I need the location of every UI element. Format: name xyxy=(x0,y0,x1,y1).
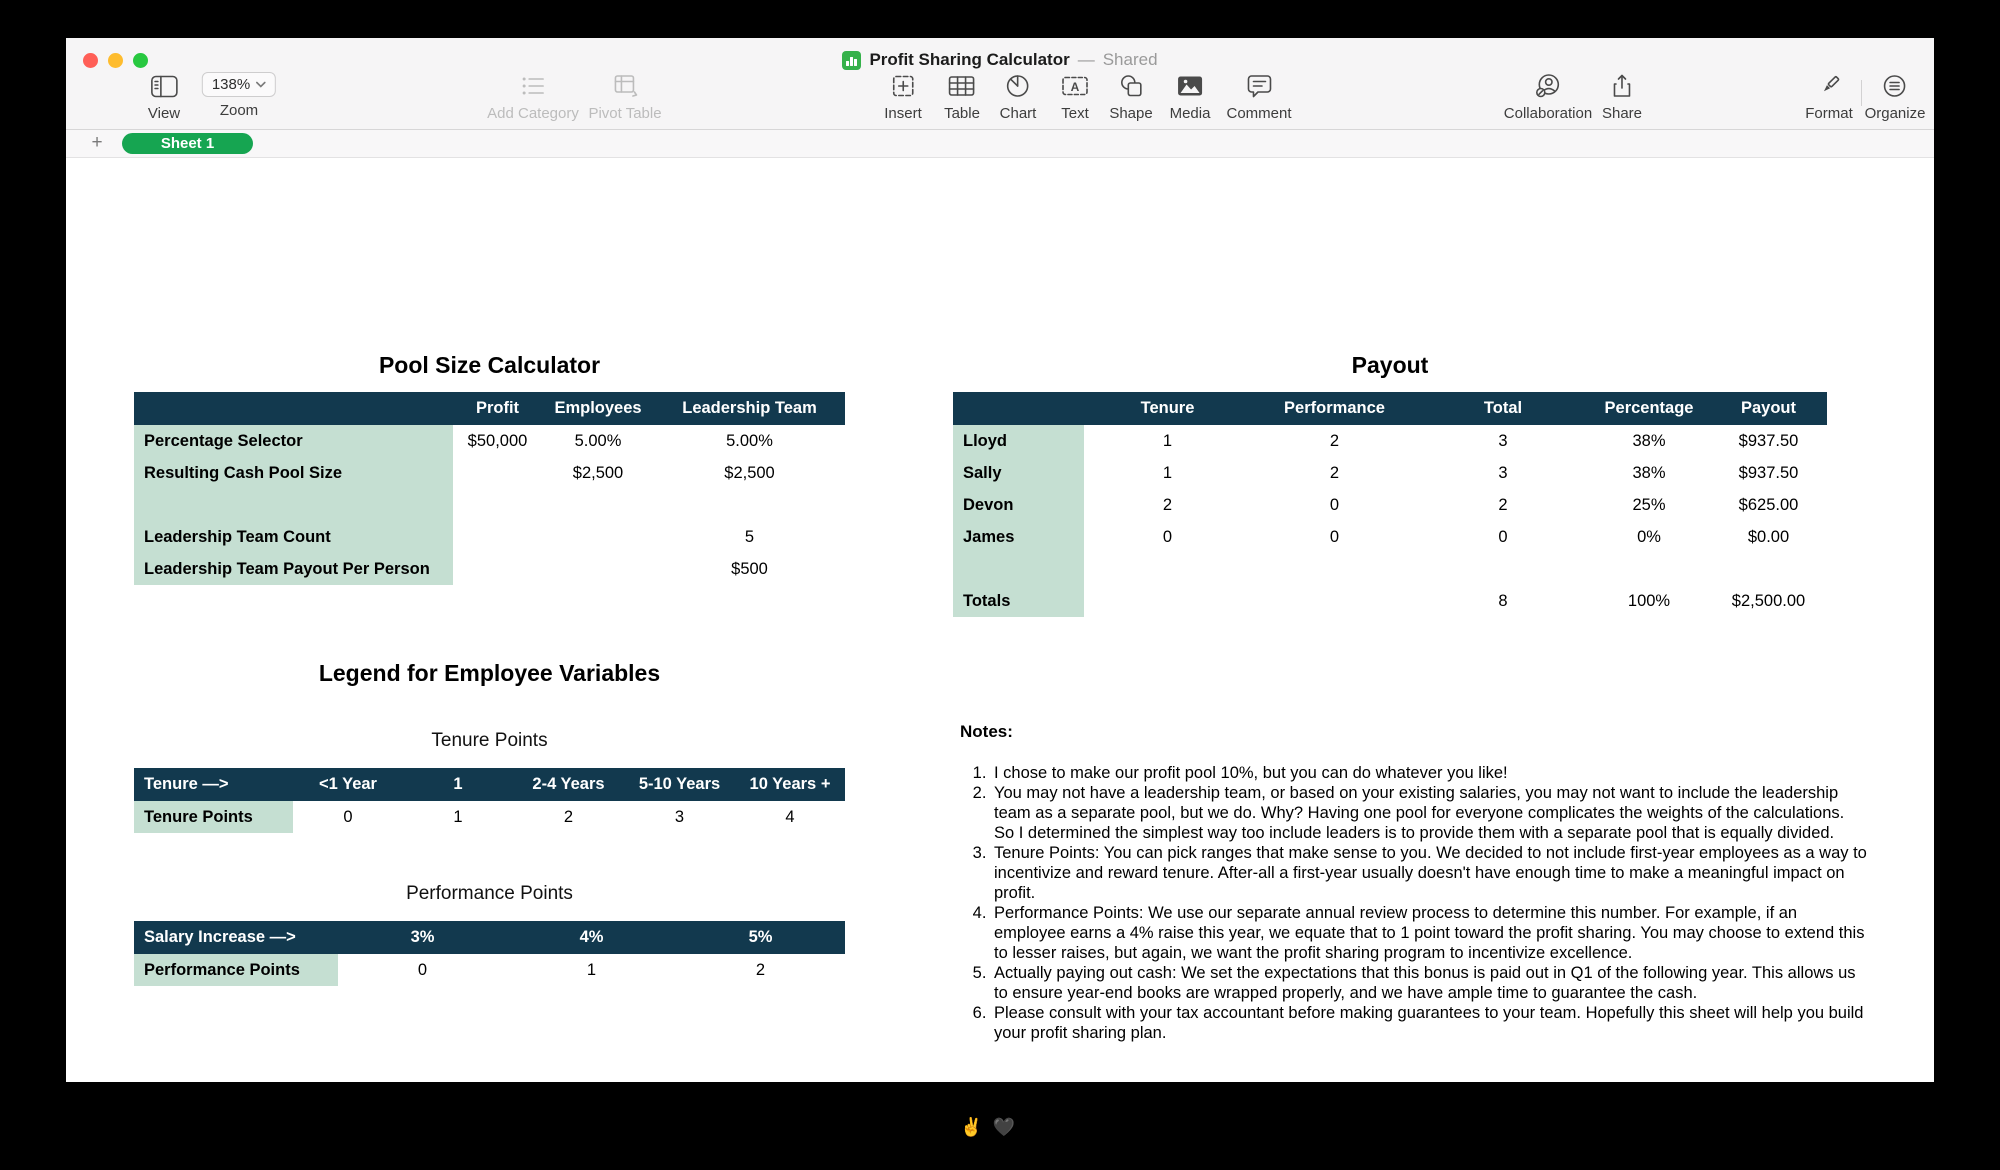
footer-message: Feel free to ping me with any questions, comments, or improvements! xyxy=(960,1092,1469,1110)
value-cell[interactable]: 3 xyxy=(674,807,685,826)
paintbrush-icon xyxy=(1816,72,1842,100)
zoom-control[interactable] xyxy=(202,72,276,119)
chevron-down-icon xyxy=(256,81,266,88)
row-label-cell[interactable]: Resulting Cash Pool Size xyxy=(134,457,453,489)
column-header-cell[interactable]: 10 Years + xyxy=(735,768,845,801)
value-cell[interactable] xyxy=(1418,553,1588,585)
row-label-cell[interactable]: James xyxy=(953,521,1084,553)
value-cell[interactable] xyxy=(1251,553,1418,585)
notes-footer xyxy=(960,1091,1469,1162)
numbers-doc-icon xyxy=(842,51,861,70)
value-cell[interactable] xyxy=(453,521,542,553)
value-cell[interactable]: 0 xyxy=(1329,527,1340,546)
value-cell[interactable]: 0 xyxy=(1498,527,1508,546)
column-header-cell[interactable]: Salary Increase —> xyxy=(134,921,338,954)
note-item: 5. Actually paying out cash: We set the expectations that this bonus is paid out in Q1 of the following year. This allows us to ensure year-end books are wrapped properly, and we have ample time to guarantee the cash. xyxy=(991,963,1868,1003)
notes-heading: Notes: xyxy=(960,722,1013,741)
shape-label: Shape xyxy=(1109,105,1153,122)
value-cell[interactable]: $0.00 xyxy=(1747,527,1790,546)
row-label-cell[interactable]: Tenure Points xyxy=(134,801,293,833)
performance-points-subtitle: Performance Points xyxy=(406,883,573,904)
value-cell[interactable]: 0% xyxy=(1637,527,1661,546)
row-label-cell[interactable]: Totals xyxy=(953,585,1084,617)
row-label-cell[interactable] xyxy=(953,553,1084,585)
column-header-cell[interactable]: Percentage xyxy=(1588,392,1710,425)
chart-button[interactable] xyxy=(1000,72,1037,122)
column-header-cell[interactable]: Leadership Team xyxy=(654,392,845,425)
toolbar xyxy=(66,38,1934,130)
value-cell[interactable]: 0 xyxy=(417,960,428,979)
shape-button[interactable] xyxy=(1109,72,1152,122)
row-label-cell[interactable]: Leadership Team Count xyxy=(134,521,453,553)
comment-label: Comment xyxy=(1226,105,1292,122)
value-cell[interactable]: $2,500 xyxy=(724,463,775,482)
view-button[interactable] xyxy=(148,72,180,122)
add-category-label: Add Category xyxy=(487,105,579,122)
text-label: Text xyxy=(1061,105,1089,122)
column-header-cell[interactable]: Tenure xyxy=(1084,392,1251,425)
value-cell[interactable]: 1 xyxy=(586,960,597,979)
value-cell[interactable]: 4 xyxy=(785,807,795,826)
tenure-points-table xyxy=(134,768,845,833)
contact-email: me@lucasacosta.com xyxy=(960,1142,1123,1160)
column-header-cell[interactable]: 2-4 Years xyxy=(513,768,624,801)
value-cell[interactable]: 1 xyxy=(453,807,463,826)
column-header-cell[interactable]: 5% xyxy=(676,921,845,954)
column-header-cell[interactable]: Tenure —> xyxy=(134,768,293,801)
format-label: Format xyxy=(1805,105,1853,122)
column-header-cell[interactable]: Payout xyxy=(1710,392,1827,425)
zoom-value: 138% xyxy=(211,76,251,93)
insert-label: Insert xyxy=(884,105,922,122)
chart-label: Chart xyxy=(999,105,1037,122)
value-cell[interactable]: 1 xyxy=(1162,431,1173,450)
title-separator: — xyxy=(1077,50,1095,69)
value-cell[interactable]: 25% xyxy=(1632,495,1666,514)
payout-table xyxy=(953,392,1827,617)
text-button[interactable] xyxy=(1061,72,1089,122)
value-cell[interactable] xyxy=(1084,585,1251,617)
shapes-icon xyxy=(1118,72,1144,100)
value-cell[interactable]: $50,000 xyxy=(467,431,528,450)
row-label-cell[interactable]: Sally xyxy=(953,457,1084,489)
image-icon xyxy=(1176,72,1203,100)
list-icon xyxy=(520,72,546,100)
note-item: 4. Performance Points: We use our separate annual review process to determine this number. For example, if an employee earns a 4% raise this year, we equate that to 1 point toward the profit sharing. You may choose to extend this to lesser raises, but again, we want the profit sharing program to incentivize excellence. xyxy=(991,903,1868,963)
value-cell[interactable]: $500 xyxy=(731,559,768,578)
value-cell[interactable] xyxy=(453,457,542,489)
row-label-cell[interactable]: Devon xyxy=(953,489,1084,521)
value-cell[interactable]: 0 xyxy=(1329,495,1340,514)
column-header-cell[interactable]: Total xyxy=(1418,392,1588,425)
note-item: 1. I chose to make our profit pool 10%, but you can do whatever you like! xyxy=(991,763,1868,783)
row-label-cell[interactable] xyxy=(134,489,453,521)
add-sheet-button[interactable]: + xyxy=(91,132,103,153)
window-title-row xyxy=(66,50,1934,70)
numbers-window xyxy=(66,38,1934,1160)
pool-size-table xyxy=(134,392,845,585)
share-button[interactable] xyxy=(1602,72,1642,122)
view-label: View xyxy=(147,105,181,122)
media-button[interactable] xyxy=(1170,72,1211,122)
person-icon xyxy=(1534,72,1562,100)
value-cell[interactable]: 2 xyxy=(1162,495,1173,514)
column-header-cell[interactable]: 4% xyxy=(507,921,676,954)
value-cell[interactable]: $625.00 xyxy=(1738,495,1799,514)
peace-heart-emoji: ✌️+🖤 xyxy=(960,1117,1016,1137)
column-header-cell[interactable]: 5-10 Years xyxy=(624,768,735,801)
column-header-cell[interactable]: 1 xyxy=(403,768,513,801)
value-cell[interactable] xyxy=(453,553,542,585)
column-header-cell[interactable] xyxy=(134,392,453,425)
table-button[interactable] xyxy=(944,72,980,122)
zoom-label: Zoom xyxy=(219,102,259,119)
organize-icon xyxy=(1882,72,1908,100)
share-label: Share xyxy=(1601,105,1643,122)
value-cell[interactable]: 5.00% xyxy=(574,431,622,450)
table-label: Table xyxy=(944,105,980,122)
value-cell[interactable]: 0 xyxy=(343,807,353,826)
sheet-tab-bar xyxy=(66,130,1934,158)
value-cell[interactable]: 38% xyxy=(1632,431,1666,450)
zoom-dropdown[interactable] xyxy=(202,72,276,97)
collaboration-button[interactable] xyxy=(1504,72,1592,122)
value-cell[interactable]: 2 xyxy=(755,960,766,979)
value-cell[interactable]: 1 xyxy=(1162,463,1173,482)
value-cell[interactable]: 0 xyxy=(1162,527,1173,546)
toolbar-divider xyxy=(1861,80,1862,106)
value-cell[interactable] xyxy=(542,553,654,585)
value-cell[interactable]: $937.50 xyxy=(1738,463,1799,482)
organize-label: Organize xyxy=(1864,105,1926,122)
svg-text:A: A xyxy=(1070,80,1080,94)
text-box-icon xyxy=(1061,72,1089,100)
column-header-cell[interactable]: 3% xyxy=(338,921,507,954)
plus-square-icon xyxy=(890,72,916,100)
insert-button[interactable] xyxy=(884,72,922,122)
column-header-cell[interactable]: Profit xyxy=(453,392,542,425)
value-cell[interactable]: 5 xyxy=(744,527,755,546)
notes-text-box xyxy=(960,722,1868,1043)
pivot-table-button xyxy=(588,72,661,122)
column-header-cell[interactable]: Employees xyxy=(542,392,654,425)
value-cell[interactable]: 3 xyxy=(1498,463,1508,482)
sheet-tab-sheet1[interactable]: Sheet 1 xyxy=(122,133,253,154)
tenure-points-subtitle: Tenure Points xyxy=(431,730,548,751)
row-label-cell[interactable]: Lloyd xyxy=(953,425,1084,457)
value-cell[interactable] xyxy=(1251,585,1418,617)
value-cell[interactable]: 2 xyxy=(1498,495,1508,514)
row-label-cell[interactable]: Percentage Selector xyxy=(134,425,453,457)
payout-table-title: Payout xyxy=(1351,352,1429,378)
value-cell[interactable] xyxy=(654,489,845,521)
value-cell[interactable]: 100% xyxy=(1627,591,1671,610)
value-cell[interactable] xyxy=(453,489,542,521)
note-item: 2. You may not have a leadership team, or based on your existing salaries, you may not want to include the leadership team as a separate pool, but we do. Why? Having one pool for everyone complicates the weights of the calculations. So I determined the simplest way too include leaders is to provide them with a separate pool that is equally divided. xyxy=(991,783,1868,843)
collaboration-label: Collaboration xyxy=(1503,105,1593,122)
value-cell[interactable]: 2 xyxy=(1329,463,1340,482)
add-category-button xyxy=(487,72,579,122)
value-cell[interactable]: 5.00% xyxy=(726,431,773,450)
value-cell[interactable]: 2 xyxy=(1329,431,1340,450)
shared-status: Shared xyxy=(1102,50,1158,69)
value-cell[interactable]: 2 xyxy=(563,807,574,826)
value-cell[interactable]: 3 xyxy=(1498,431,1508,450)
pivot-table-label: Pivot Table xyxy=(588,105,662,122)
speech-bubble-icon xyxy=(1246,72,1272,100)
column-header-cell[interactable] xyxy=(953,392,1084,425)
share-icon xyxy=(1609,72,1635,100)
pool-table-title: Pool Size Calculator xyxy=(378,352,601,378)
note-item: 6. Please consult with your tax accountant before making guarantees to your team. Hopefully this sheet will help you build your profit sharing plan. xyxy=(991,1003,1868,1043)
pie-chart-icon xyxy=(1005,72,1031,100)
value-cell[interactable] xyxy=(1084,553,1251,585)
value-cell[interactable] xyxy=(1588,553,1710,585)
value-cell[interactable]: 8 xyxy=(1498,591,1508,610)
grid-icon xyxy=(948,72,975,100)
legend-title: Legend for Employee Variables xyxy=(318,660,661,686)
value-cell[interactable]: $937.50 xyxy=(1738,431,1799,450)
spreadsheet-canvas xyxy=(66,158,1934,1160)
pivot-grid-icon xyxy=(612,72,638,100)
note-item: 3. Tenure Points: You can pick ranges that make sense to you. We decided to not include first-year employees as a way to incentivize and reward tenure. After-all a first-year usually doesn't have enough time to make a meaningful impact on profit. xyxy=(991,843,1868,903)
notes-list xyxy=(960,763,1868,1043)
document-title: Profit Sharing Calculator xyxy=(869,50,1070,69)
value-cell[interactable]: $2,500.00 xyxy=(1731,591,1806,610)
comment-button[interactable] xyxy=(1226,72,1291,122)
organize-button[interactable] xyxy=(1865,72,1926,122)
column-header-cell[interactable]: <1 Year xyxy=(293,768,403,801)
value-cell[interactable] xyxy=(542,489,654,521)
value-cell[interactable]: 38% xyxy=(1632,463,1666,482)
value-cell[interactable] xyxy=(1710,553,1827,585)
row-label-cell[interactable]: Performance Points xyxy=(134,954,338,986)
value-cell[interactable]: $2,500 xyxy=(572,463,624,482)
value-cell[interactable] xyxy=(542,521,654,553)
sidebar-icon xyxy=(151,72,178,100)
performance-points-table xyxy=(134,921,845,986)
row-label-cell[interactable]: Leadership Team Payout Per Person xyxy=(134,553,453,585)
format-button[interactable] xyxy=(1805,72,1853,122)
column-header-cell[interactable]: Performance xyxy=(1251,392,1418,425)
media-label: Media xyxy=(1169,105,1211,122)
